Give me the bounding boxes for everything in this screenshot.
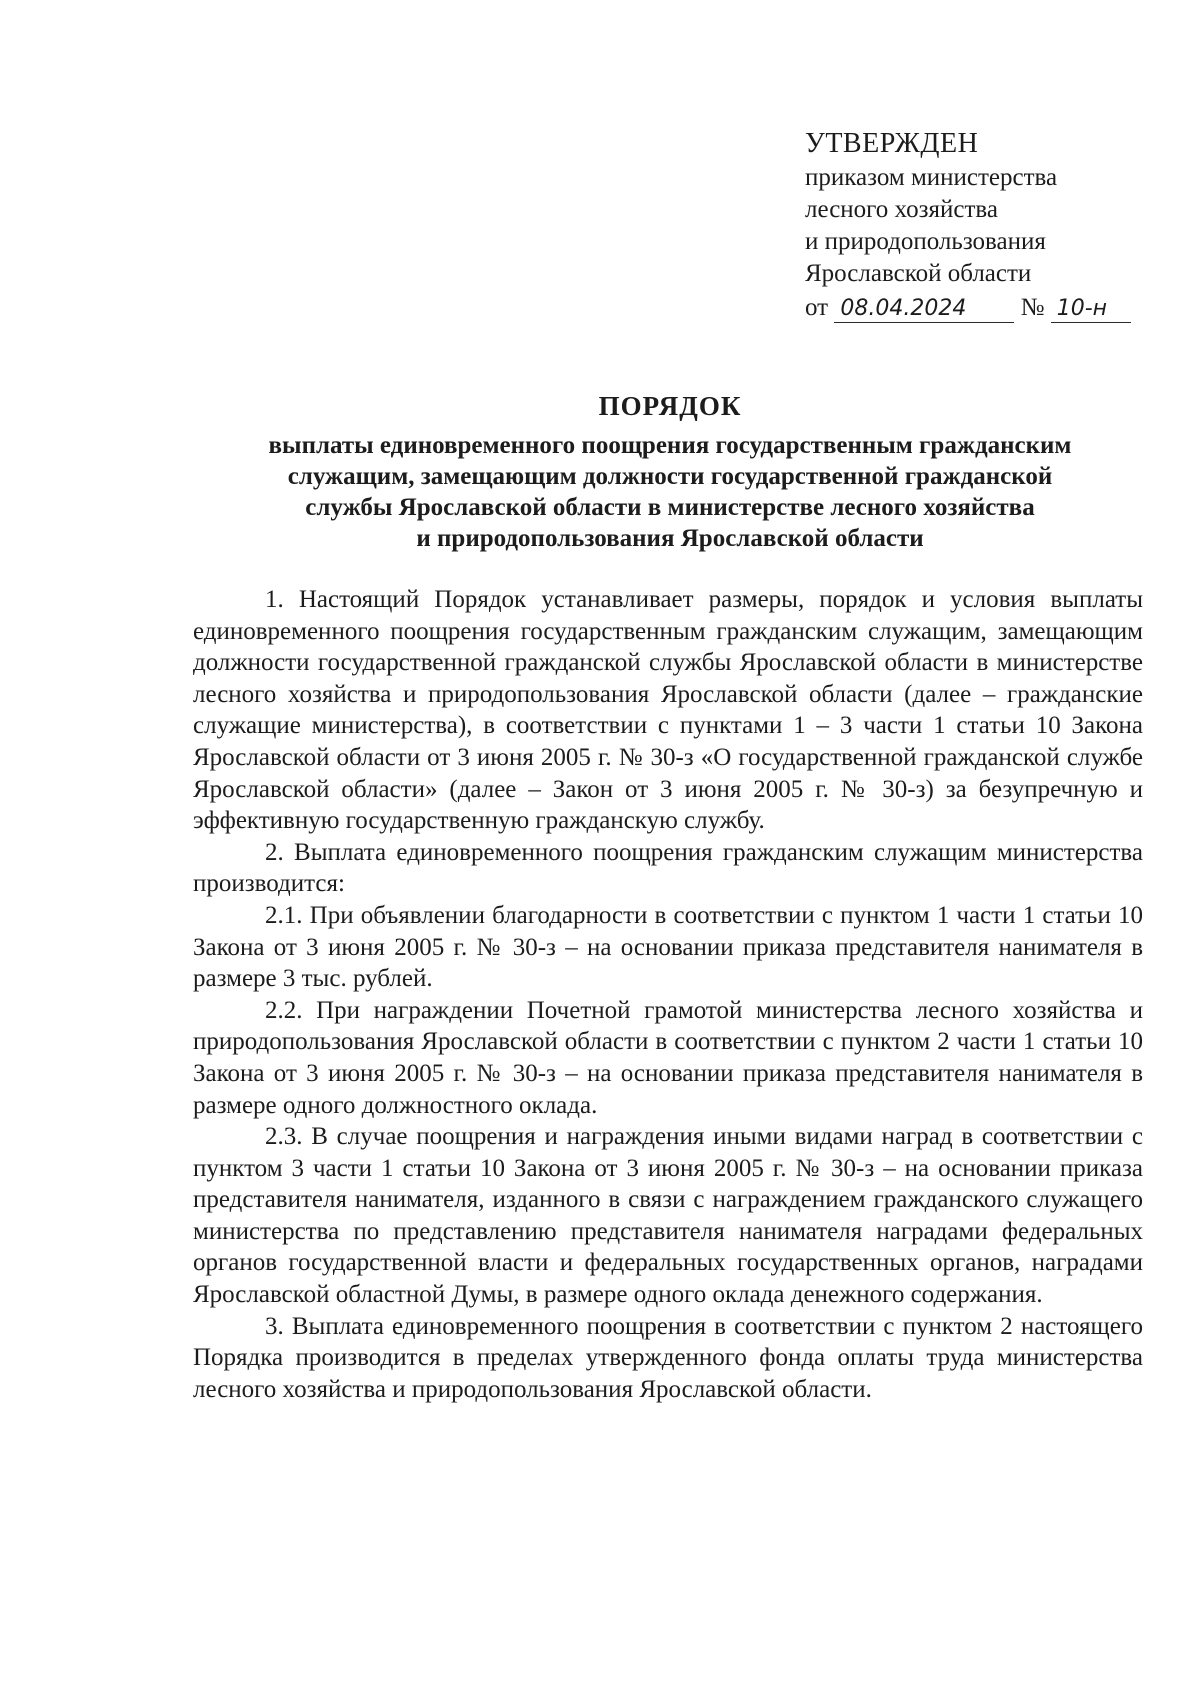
document-subtitle-line: службы Ярославской области в министерстве лесного хозяйства <box>305 494 1035 521</box>
paragraph-2-1: 2.1. При объявлении благодарности в соответствии с пунктом 1 части 1 статьи 10 Закона от 3 июня 2005 г. № 30-з – на основании приказа представителя нанимателя в размере 3 тыс. рублей. <box>193 901 1143 993</box>
number-prefix: № <box>1020 294 1045 321</box>
approval-line: приказом министерства <box>805 164 1058 191</box>
paragraph-3: 3. Выплата единовременного поощрения в соответствии с пунктом 2 настоящего Порядка производится в пределах утвержденного фонда оплаты труда министерства лесного хозяйства и природопользования Ярославской области. <box>193 1312 1143 1403</box>
paragraph-2: 2. Выплата единовременного поощрения гражданским служащим министерства производится: <box>193 838 1143 898</box>
approval-line: Ярославской области <box>805 260 1032 287</box>
approval-line: лесного хозяйства <box>805 196 998 223</box>
document-subtitle-line: выплаты единовременного поощрения государственным гражданским <box>268 432 1072 459</box>
document-body <box>193 584 1143 1405</box>
document-title: ПОРЯДОК <box>598 391 742 421</box>
document-heading <box>190 388 1150 554</box>
approval-block <box>805 128 1145 324</box>
document-subtitle-line: служащим, замещающим должности государственной гражданской <box>287 463 1053 490</box>
handwritten-date: 08.04.2024 <box>834 296 1014 323</box>
paragraph-1: 1. Настоящий Порядок устанавливает размеры, порядок и условия выплаты единовременного поощрения государственным гражданским служащим, замещающим должности государственной гражданской службы Ярославской области в министерстве лесного хозяйства и природопользования Ярославской области (далее – гражданские служащие министерства), в соответствии с пунктами 1 – 3 части 1 статьи 10 Закона Ярославской области от 3 июня 2005 г. № 30-з «О государственной гражданской службе Ярославской области» (далее – Закон от 3 июня 2005 г. № 30-з) за безупречную и эффективную государственную гражданскую службу. <box>193 586 1143 835</box>
approval-order-line <box>805 292 1145 324</box>
approval-line: и природопользования <box>805 228 1046 255</box>
handwritten-number: 10-н <box>1051 296 1131 323</box>
date-prefix: от <box>805 294 829 321</box>
paragraph-2-2: 2.2. При награждении Почетной грамотой министерства лесного хозяйства и природопользования Ярославской области в соответствии с пунктом 2 части 1 статьи 10 Закона от 3 июня 2005 г. № 30-з – на основании приказа представителя нанимателя в размере одного должностного оклада. <box>193 996 1143 1119</box>
paragraph-2-3: 2.3. В случае поощрения и награждения иными видами наград в соответствии с пунктом 3 части 1 статьи 10 Закона от 3 июня 2005 г. № 30-з – на основании приказа представителя нанимателя, изданного в связи с награждением гражданского служащего министерства по представлению представителя нанимателя наградами федеральных органов государственной власти и федеральных государственных органов, наградами Ярославской областной Думы, в размере одного оклада денежного содержания. <box>193 1123 1143 1309</box>
approval-title: УТВЕРЖДЕН <box>805 128 979 159</box>
document-subtitle-line: и природопользования Ярославской области <box>416 525 924 552</box>
